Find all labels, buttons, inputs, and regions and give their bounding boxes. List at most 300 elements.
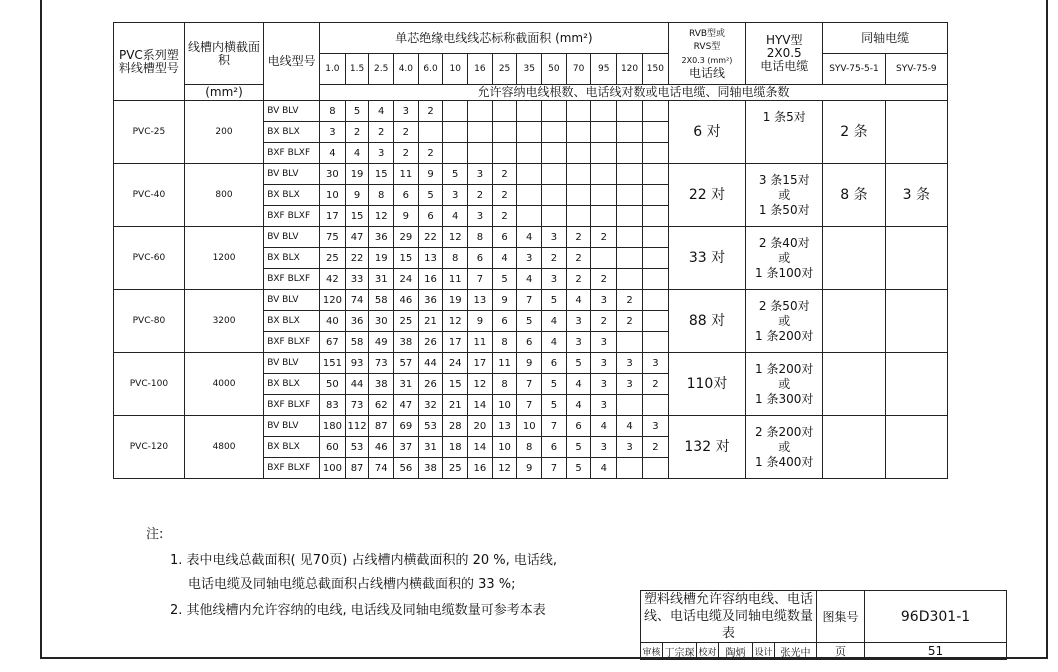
count-cell: 6 <box>542 437 567 458</box>
count-cell: 17 <box>320 206 346 227</box>
atlas-label: 图集号 <box>817 591 865 643</box>
rvb-pairs: 110对 <box>668 353 745 416</box>
count-cell: 8 <box>443 248 468 269</box>
count-cell: 5 <box>443 164 468 185</box>
hyv-cable <box>746 164 823 227</box>
coax-a-count <box>823 416 885 479</box>
trough-model: PVC-40 <box>114 164 185 227</box>
count-cell: 4 <box>542 332 567 353</box>
count-cell: 3 <box>591 332 617 353</box>
allowed-header: 允许容纳电线根数、电话线对数或电话电缆、同轴电缆条数 <box>320 85 948 101</box>
coax-a-header: SYV-75-5-1 <box>823 54 885 85</box>
count-cell: 13 <box>468 290 493 311</box>
count-cell: 7 <box>468 269 493 290</box>
wire-type: BX BLX <box>264 437 320 458</box>
count-cell <box>642 101 668 122</box>
count-cell: 2 <box>418 143 443 164</box>
count-cell: 26 <box>418 374 443 395</box>
coax-a-count: 2 条 <box>823 101 885 164</box>
section-header-0: 1.0 <box>320 54 346 85</box>
hyv-cable <box>746 353 823 416</box>
coax-a-count <box>823 227 885 290</box>
hyv-line: 或 <box>778 439 791 454</box>
count-cell <box>642 458 668 479</box>
count-cell: 10 <box>492 437 517 458</box>
count-cell <box>642 290 668 311</box>
count-cell <box>642 248 668 269</box>
hyv-line <box>746 140 822 155</box>
count-cell: 3 <box>591 290 617 311</box>
count-cell <box>617 458 643 479</box>
count-cell: 53 <box>418 416 443 437</box>
count-cell: 19 <box>443 290 468 311</box>
count-cell: 4 <box>566 374 591 395</box>
hyv-header-l1: HYV型 <box>765 33 803 47</box>
count-cell: 18 <box>443 437 468 458</box>
coax-b-count <box>885 101 947 164</box>
count-cell: 3 <box>542 227 567 248</box>
count-cell: 47 <box>345 227 369 248</box>
count-cell: 2 <box>566 248 591 269</box>
count-cell: 2 <box>492 206 517 227</box>
count-cell: 3 <box>617 437 643 458</box>
count-cell: 11 <box>443 269 468 290</box>
section-header-2: 2.5 <box>369 54 394 85</box>
section-header-11: 95 <box>591 54 617 85</box>
coax-a-count <box>823 353 885 416</box>
count-cell: 6 <box>394 185 419 206</box>
count-cell: 3 <box>591 374 617 395</box>
count-cell: 4 <box>369 101 394 122</box>
count-cell <box>642 395 668 416</box>
count-cell: 9 <box>468 311 493 332</box>
count-cell <box>642 206 668 227</box>
count-cell: 2 <box>492 185 517 206</box>
count-cell <box>617 332 643 353</box>
count-cell: 74 <box>369 458 394 479</box>
count-cell: 4 <box>320 143 346 164</box>
count-cell <box>591 143 617 164</box>
count-cell: 3 <box>369 143 394 164</box>
count-cell: 3 <box>642 416 668 437</box>
rvb-header-l1: RVB型或 <box>688 28 726 39</box>
count-cell <box>566 185 591 206</box>
count-cell <box>617 395 643 416</box>
count-cell: 6 <box>468 248 493 269</box>
count-cell: 5 <box>542 374 567 395</box>
hyv-line: 1 条5对 <box>762 109 806 124</box>
drawing-title-l1: 塑料线槽允许容纳电线、电话 <box>644 592 814 607</box>
rvb-header-l3: 2X0.3 (mm²) <box>681 55 733 65</box>
count-cell <box>617 122 643 143</box>
count-cell: 22 <box>418 227 443 248</box>
hyv-header-l3: 电话电缆 <box>760 59 809 73</box>
count-cell <box>642 332 668 353</box>
count-cell: 87 <box>345 458 369 479</box>
count-cell: 11 <box>394 164 419 185</box>
review-signature: 丁宗琛 <box>663 643 697 660</box>
hyv-line: 或 <box>778 187 791 202</box>
count-cell: 38 <box>394 332 419 353</box>
count-cell: 8 <box>492 374 517 395</box>
count-cell: 16 <box>418 269 443 290</box>
count-cell <box>617 185 643 206</box>
count-cell: 36 <box>418 290 443 311</box>
count-cell: 93 <box>345 353 369 374</box>
count-cell: 6 <box>542 353 567 374</box>
count-cell <box>617 206 643 227</box>
rvb-pairs: 6 对 <box>668 101 745 164</box>
count-cell <box>617 227 643 248</box>
count-cell <box>418 122 443 143</box>
wire-type: BXF BLXF <box>264 332 320 353</box>
count-cell: 28 <box>443 416 468 437</box>
hyv-line: 或 <box>778 376 791 391</box>
coax-a-count <box>823 290 885 353</box>
trough-model: PVC-120 <box>114 416 185 479</box>
count-cell: 180 <box>320 416 346 437</box>
count-cell <box>591 164 617 185</box>
count-cell: 8 <box>492 332 517 353</box>
count-cell: 21 <box>443 395 468 416</box>
wire-type: BX BLX <box>264 311 320 332</box>
count-cell <box>443 122 468 143</box>
hyv-line: 2 条200对 <box>755 424 814 439</box>
count-cell: 50 <box>320 374 346 395</box>
count-cell: 3 <box>642 353 668 374</box>
count-cell: 2 <box>591 227 617 248</box>
hyv-line: 1 条200对 <box>755 361 814 376</box>
count-cell: 2 <box>642 437 668 458</box>
count-cell: 46 <box>394 290 419 311</box>
count-cell: 2 <box>617 311 643 332</box>
wire-model-header: 电线型号 <box>264 23 320 101</box>
count-cell: 12 <box>443 227 468 248</box>
count-cell: 15 <box>443 374 468 395</box>
count-cell <box>642 185 668 206</box>
count-cell <box>642 164 668 185</box>
count-cell: 49 <box>369 332 394 353</box>
count-cell: 2 <box>369 122 394 143</box>
count-cell: 3 <box>566 311 591 332</box>
count-cell <box>517 143 542 164</box>
rvb-pairs: 132 对 <box>668 416 745 479</box>
count-cell: 38 <box>418 458 443 479</box>
note-1b: 电话电缆及同轴电缆总截面积占线槽内横截面积的 33 %; <box>188 577 516 592</box>
count-cell: 19 <box>345 164 369 185</box>
count-cell: 8 <box>320 101 346 122</box>
count-cell: 2 <box>345 122 369 143</box>
table-row <box>114 416 948 437</box>
count-cell <box>492 143 517 164</box>
count-cell: 40 <box>320 311 346 332</box>
hyv-line: 1 条300对 <box>755 391 814 406</box>
coax-b-count <box>885 227 947 290</box>
count-cell <box>591 248 617 269</box>
count-cell: 12 <box>492 458 517 479</box>
count-cell <box>642 269 668 290</box>
count-cell: 74 <box>345 290 369 311</box>
count-cell: 24 <box>443 353 468 374</box>
trough-area-unit: (mm²) <box>184 85 263 101</box>
count-cell: 37 <box>394 437 419 458</box>
wire-type: BXF BLXF <box>264 395 320 416</box>
count-cell: 9 <box>394 206 419 227</box>
count-cell: 25 <box>443 458 468 479</box>
count-cell: 17 <box>468 353 493 374</box>
count-cell: 32 <box>418 395 443 416</box>
count-cell: 30 <box>369 311 394 332</box>
count-cell: 5 <box>542 395 567 416</box>
count-cell: 38 <box>369 374 394 395</box>
count-cell: 25 <box>394 311 419 332</box>
count-cell <box>542 143 567 164</box>
wire-type: BX BLX <box>264 248 320 269</box>
count-cell: 14 <box>468 437 493 458</box>
hyv-cable <box>746 101 823 164</box>
count-cell: 3 <box>591 353 617 374</box>
count-cell: 3 <box>443 185 468 206</box>
trough-area: 4800 <box>184 416 263 479</box>
count-cell: 4 <box>517 269 542 290</box>
count-cell: 4 <box>517 227 542 248</box>
section-header-8: 35 <box>517 54 542 85</box>
count-cell <box>617 269 643 290</box>
wire-type: BV BLV <box>264 416 320 437</box>
table-row <box>114 290 948 311</box>
count-cell <box>642 143 668 164</box>
count-cell: 53 <box>345 437 369 458</box>
count-cell <box>517 185 542 206</box>
count-cell: 60 <box>320 437 346 458</box>
count-cell: 19 <box>369 248 394 269</box>
count-cell <box>443 143 468 164</box>
count-cell <box>542 164 567 185</box>
count-cell: 13 <box>492 416 517 437</box>
count-cell: 3 <box>617 374 643 395</box>
count-cell: 8 <box>517 437 542 458</box>
hyv-line: 3 条15对 <box>758 172 810 187</box>
count-cell: 22 <box>345 248 369 269</box>
hyv-line: 1 条100对 <box>755 265 814 280</box>
count-cell: 31 <box>418 437 443 458</box>
review-label: 审核 <box>641 643 663 660</box>
count-cell: 69 <box>394 416 419 437</box>
drawing-title <box>641 591 817 643</box>
count-cell <box>617 248 643 269</box>
count-cell: 100 <box>320 458 346 479</box>
wire-type: BV BLV <box>264 101 320 122</box>
count-cell <box>642 227 668 248</box>
count-cell: 31 <box>394 374 419 395</box>
count-cell: 2 <box>492 164 517 185</box>
count-cell: 75 <box>320 227 346 248</box>
core-area-header: 单芯绝缘电线线芯标称截面积 (mm²) <box>320 23 669 54</box>
count-cell <box>591 206 617 227</box>
count-cell <box>468 143 493 164</box>
count-cell: 5 <box>492 269 517 290</box>
count-cell: 15 <box>369 164 394 185</box>
count-cell: 2 <box>617 290 643 311</box>
count-cell: 2 <box>394 122 419 143</box>
section-header-10: 70 <box>566 54 591 85</box>
count-cell: 15 <box>394 248 419 269</box>
count-cell: 4 <box>617 416 643 437</box>
count-cell: 3 <box>591 395 617 416</box>
count-cell: 4 <box>591 416 617 437</box>
count-cell <box>566 206 591 227</box>
count-cell: 7 <box>542 458 567 479</box>
trough-area-header: 线槽内横截面积 <box>184 23 263 85</box>
coax-b-count <box>885 353 947 416</box>
count-cell: 2 <box>591 311 617 332</box>
trough-area: 3200 <box>184 290 263 353</box>
trough-area: 800 <box>184 164 263 227</box>
count-cell: 2 <box>642 374 668 395</box>
count-cell <box>542 122 567 143</box>
wire-type: BX BLX <box>264 185 320 206</box>
section-header-12: 120 <box>617 54 643 85</box>
count-cell: 46 <box>369 437 394 458</box>
count-cell: 3 <box>591 437 617 458</box>
count-cell: 6 <box>566 416 591 437</box>
count-cell: 14 <box>468 395 493 416</box>
wire-type: BV BLV <box>264 164 320 185</box>
count-cell <box>517 122 542 143</box>
count-cell: 73 <box>345 395 369 416</box>
count-cell <box>617 143 643 164</box>
trough-area: 1200 <box>184 227 263 290</box>
count-cell: 6 <box>418 206 443 227</box>
count-cell <box>517 164 542 185</box>
pvc-series-header: PVC系列塑料线槽型号 <box>114 23 185 101</box>
count-cell: 83 <box>320 395 346 416</box>
coax-b-count: 3 条 <box>885 164 947 227</box>
count-cell: 6 <box>517 332 542 353</box>
table-row <box>114 353 948 374</box>
count-cell <box>566 164 591 185</box>
hyv-line: 1 条50对 <box>758 202 810 217</box>
wire-type: BXF BLXF <box>264 269 320 290</box>
count-cell <box>642 122 668 143</box>
count-cell: 9 <box>517 353 542 374</box>
coax-b-count <box>885 416 947 479</box>
count-cell: 112 <box>345 416 369 437</box>
count-cell: 87 <box>369 416 394 437</box>
count-cell: 31 <box>369 269 394 290</box>
count-cell: 4 <box>591 458 617 479</box>
design-signature: 张光中 <box>775 643 817 660</box>
count-cell: 3 <box>566 332 591 353</box>
rvb-pairs: 88 对 <box>668 290 745 353</box>
count-cell: 10 <box>320 185 346 206</box>
table-row <box>114 164 948 185</box>
count-cell: 12 <box>468 374 493 395</box>
design-label: 设计 <box>753 643 775 660</box>
wire-type: BV BLV <box>264 227 320 248</box>
wire-type: BXF BLXF <box>264 206 320 227</box>
trough-model: PVC-25 <box>114 101 185 164</box>
count-cell: 3 <box>468 206 493 227</box>
coax-b-count <box>885 290 947 353</box>
count-cell: 2 <box>566 269 591 290</box>
wire-type: BXF BLXF <box>264 143 320 164</box>
count-cell <box>468 101 493 122</box>
count-cell: 5 <box>566 458 591 479</box>
count-cell: 24 <box>394 269 419 290</box>
count-cell <box>542 206 567 227</box>
check-label: 校对 <box>697 643 719 660</box>
count-cell: 5 <box>345 101 369 122</box>
hyv-line: 1 条400对 <box>755 454 814 469</box>
table-row <box>114 227 948 248</box>
page-number: 51 <box>865 643 1007 660</box>
drawing-title-l2: 线、电话电缆及同轴电缆数量表 <box>644 609 814 641</box>
wire-type: BX BLX <box>264 374 320 395</box>
count-cell: 4 <box>566 290 591 311</box>
hyv-cable <box>746 227 823 290</box>
count-cell: 120 <box>320 290 346 311</box>
count-cell: 2 <box>566 227 591 248</box>
count-cell: 2 <box>542 248 567 269</box>
check-signature: 陶炳 <box>719 643 753 660</box>
count-cell <box>443 101 468 122</box>
count-cell: 2 <box>418 101 443 122</box>
count-cell: 11 <box>468 332 493 353</box>
section-header-5: 10 <box>443 54 468 85</box>
count-cell <box>542 101 567 122</box>
count-cell: 44 <box>345 374 369 395</box>
hyv-cable <box>746 416 823 479</box>
count-cell: 4 <box>345 143 369 164</box>
count-cell: 2 <box>591 269 617 290</box>
count-cell <box>591 122 617 143</box>
count-cell: 29 <box>394 227 419 248</box>
count-cell: 10 <box>517 416 542 437</box>
rvb-pairs: 22 对 <box>668 164 745 227</box>
count-cell <box>642 311 668 332</box>
hyv-line <box>746 125 822 140</box>
count-cell <box>542 185 567 206</box>
count-cell <box>492 122 517 143</box>
count-cell: 57 <box>394 353 419 374</box>
count-cell: 58 <box>345 332 369 353</box>
count-cell: 42 <box>320 269 346 290</box>
count-cell: 58 <box>369 290 394 311</box>
section-header-1: 1.5 <box>345 54 369 85</box>
count-cell: 5 <box>566 437 591 458</box>
count-cell: 2 <box>394 143 419 164</box>
count-cell: 47 <box>394 395 419 416</box>
count-cell <box>517 206 542 227</box>
count-cell: 8 <box>468 227 493 248</box>
count-cell: 36 <box>369 227 394 248</box>
table-row <box>114 101 948 122</box>
trough-area: 200 <box>184 101 263 164</box>
count-cell: 16 <box>468 458 493 479</box>
wire-type: BV BLV <box>264 290 320 311</box>
count-cell: 9 <box>492 290 517 311</box>
wire-type: BV BLV <box>264 353 320 374</box>
trough-model: PVC-60 <box>114 227 185 290</box>
count-cell: 4 <box>566 395 591 416</box>
count-cell: 3 <box>542 269 567 290</box>
hyv-cable <box>746 290 823 353</box>
section-header-13: 150 <box>642 54 668 85</box>
rvb-header-l4: 电话线 <box>688 65 725 80</box>
rvb-pairs: 33 对 <box>668 227 745 290</box>
count-cell <box>468 122 493 143</box>
